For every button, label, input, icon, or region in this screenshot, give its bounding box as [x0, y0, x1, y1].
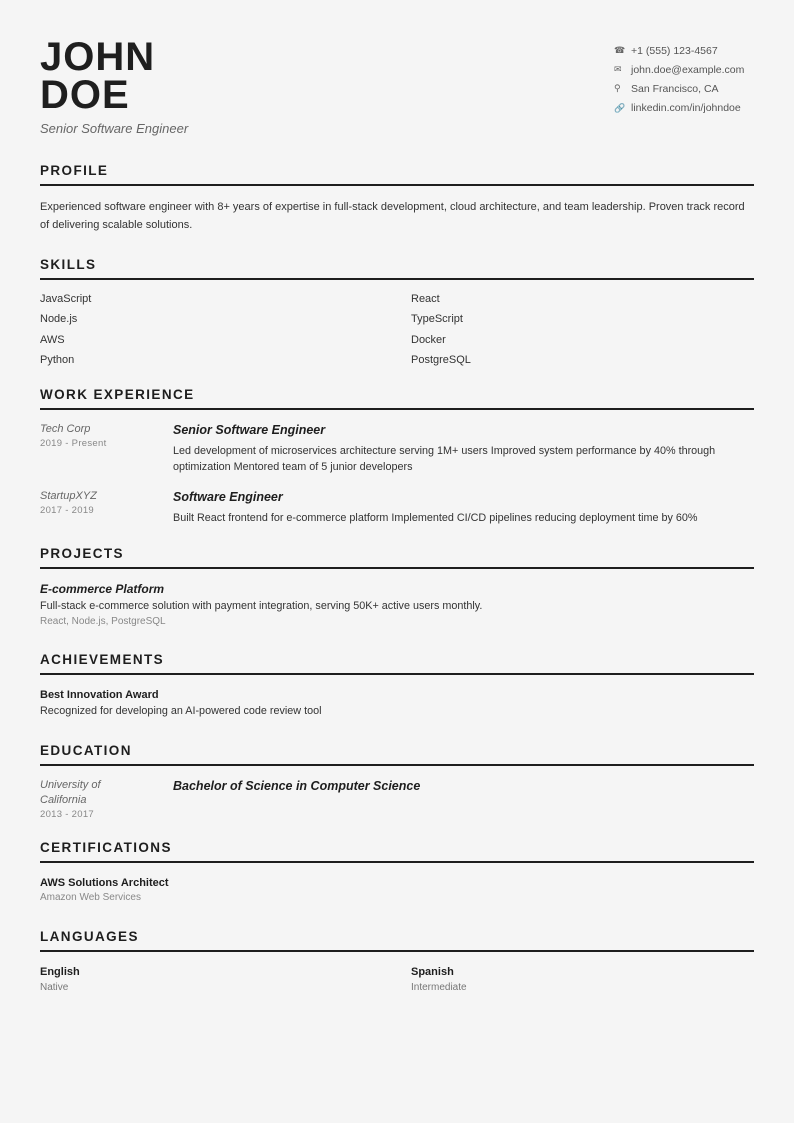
achievement-entry: [40, 687, 754, 719]
contact-email: [614, 60, 754, 79]
resume-header: [40, 35, 754, 146]
skill-item: Docker: [411, 333, 446, 346]
achievements-section: [40, 652, 754, 719]
education-section: [40, 743, 754, 822]
skill-item: PostgreSQL: [411, 353, 471, 366]
phone-text: +1 (555) 123-4567: [631, 44, 718, 57]
job-description: Led development of microservices architecture serving 1M+ users Improved system performance by 40% through optimization Mentored team of 5 junior developers: [173, 445, 716, 474]
project-title: E-commerce Platform: [40, 582, 165, 597]
achievement-title: Best Innovation Award: [40, 689, 159, 702]
skills-grid: [40, 289, 754, 370]
job-dates: 2019 - Present: [40, 438, 107, 450]
education-details: [173, 778, 420, 822]
section-heading: ACHIEVEMENTS: [40, 652, 754, 675]
skill-item: Python: [40, 353, 75, 366]
skill-item: AWS: [40, 333, 65, 346]
contact-location: [614, 79, 754, 98]
contact-phone: [614, 41, 754, 60]
project-description: Full-stack e-commerce solution with payment integration, serving 50K+ active users monthly.: [40, 600, 483, 613]
job-meta: [40, 422, 173, 475]
job-title: Senior Software Engineer: [40, 121, 189, 136]
job-details: [173, 489, 698, 526]
language-name: English: [40, 966, 80, 979]
phone-icon: ☎: [614, 45, 626, 56]
skill-item: Node.js: [40, 313, 78, 326]
company-name: StartupXYZ: [40, 490, 97, 503]
skill-item: JavaScript: [40, 293, 92, 305]
section-heading: PROJECTS: [40, 546, 754, 569]
last-name: DOE: [40, 73, 130, 117]
profile-section: [40, 163, 754, 234]
job-role: Software Engineer: [173, 490, 283, 505]
project-tech: React, Node.js, PostgreSQL: [40, 616, 166, 628]
language-name: Spanish: [411, 966, 454, 979]
section-heading: CERTIFICATIONS: [40, 840, 754, 863]
education-meta: [40, 778, 173, 822]
link-icon: 🔗: [614, 102, 626, 113]
job-role: Senior Software Engineer: [173, 423, 326, 438]
certification-issuer: Amazon Web Services: [40, 892, 141, 904]
skill-item: TypeScript: [411, 313, 463, 326]
job-entry: [40, 422, 754, 475]
contact-info: [614, 41, 754, 118]
languages-section: [40, 929, 754, 996]
linkedin-text: linkedin.com/in/johndoe: [631, 102, 741, 115]
degree: Bachelor of Science in Computer Science: [173, 779, 421, 794]
achievement-description: Recognized for developing an AI-powered code review tool: [40, 705, 322, 718]
section-heading: SKILLS: [40, 257, 754, 280]
location-text: San Francisco, CA: [631, 82, 719, 95]
language-level: Intermediate: [411, 982, 467, 994]
job-details: [173, 422, 754, 475]
section-heading: LANGUAGES: [40, 929, 754, 952]
mail-icon: ✉: [614, 64, 622, 75]
certification-entry: [40, 875, 754, 905]
email-text: john.doe@example.com: [631, 63, 745, 76]
language-entry: [411, 964, 754, 996]
contact-linkedin: [614, 99, 754, 118]
section-heading: WORK EXPERIENCE: [40, 387, 754, 410]
experience-section: [40, 387, 754, 526]
language-entry: [40, 964, 411, 996]
job-meta: [40, 489, 173, 526]
first-name: JOHN: [40, 35, 156, 79]
job-entry: [40, 489, 754, 526]
school-name: University of California: [40, 779, 101, 807]
profile-text: Experienced software engineer with 8+ years of expertise in full-stack development, cloud architecture, and team leadership. Proven track record of delivering scalable solutions.: [40, 201, 745, 231]
skills-section: [40, 257, 754, 370]
projects-section: [40, 546, 754, 629]
job-dates: 2017 - 2019: [40, 505, 95, 517]
certification-title: AWS Solutions Architect: [40, 877, 169, 890]
job-description: Built React frontend for e-commerce platform Implemented CI/CD pipelines reducing deployment time by 60%: [173, 512, 698, 525]
company-name: Tech Corp: [40, 423, 91, 436]
section-heading: EDUCATION: [40, 743, 754, 766]
location-pin-icon: ⚲: [614, 83, 621, 94]
skill-item: React: [411, 293, 440, 305]
certifications-section: [40, 840, 754, 905]
languages-grid: [40, 964, 754, 996]
project-entry: [40, 581, 754, 629]
language-level: Native: [40, 982, 69, 994]
education-entry: [40, 778, 754, 822]
education-dates: 2013 - 2017: [40, 809, 95, 821]
section-heading: PROFILE: [40, 163, 754, 186]
